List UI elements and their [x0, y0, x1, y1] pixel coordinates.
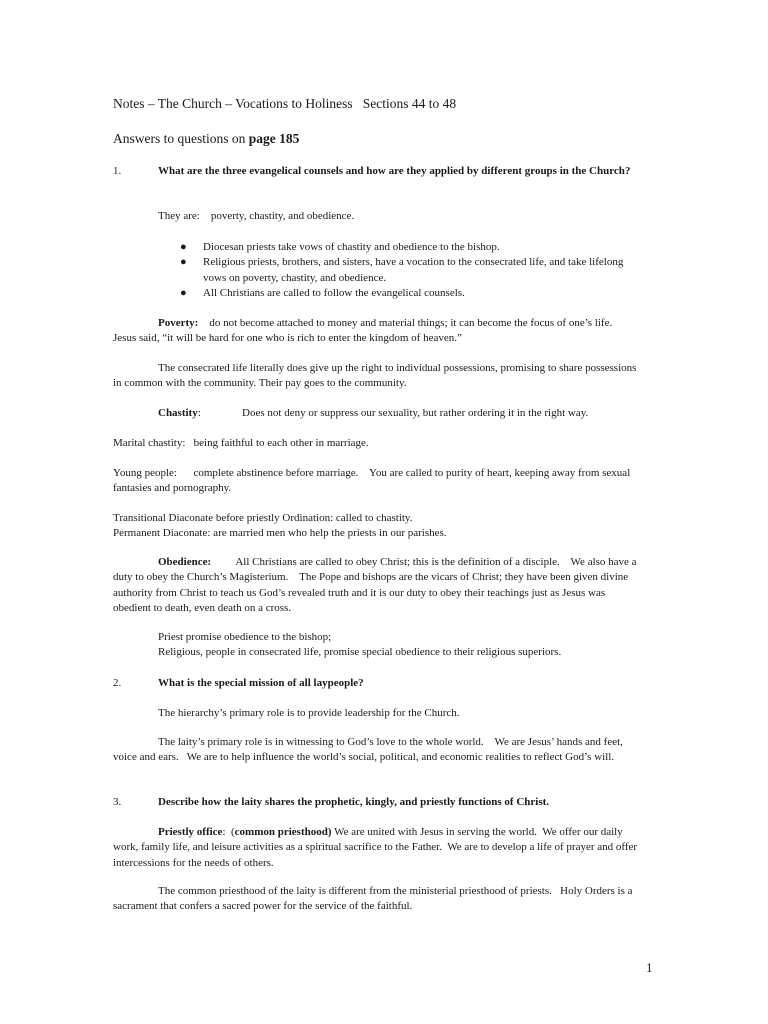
bullet-icon: ● — [180, 241, 187, 253]
bullet-icon: ● — [180, 256, 187, 269]
obedience-paragraph — [113, 555, 645, 616]
marital-chastity-line: Marital chastity: being faithful to each other in marriage. — [113, 437, 369, 449]
bullet-text: Diocesan priests take vows of chastity and obedience to the bishop. — [203, 241, 500, 253]
consecrated-paragraph: The consecrated life literally does give up the right to individual possessions, promising to share possessions in common with the community. Their pay goes to the community. — [113, 362, 637, 390]
question-2-number: 2. — [113, 677, 122, 689]
priestly-office-paragraph — [113, 825, 645, 871]
question-3-text: Describe how the laity shares the prophetic, kingly, and priestly functions of Christ. — [158, 796, 550, 808]
they-are-line: They are: poverty, chastity, and obedience. — [158, 210, 355, 222]
question-2-text: What is the special mission of all laypeople? — [158, 677, 364, 689]
priest-promise-line: Priest promise obedience to the bishop; — [158, 631, 332, 643]
religious-promise-line: Religious, people in consecrated life, promise special obedience to their religious superiors. — [158, 646, 562, 658]
priestly-colon: : ( — [222, 826, 235, 838]
question-3-number: 3. — [113, 796, 122, 808]
laity-paragraph: The laity’s primary role is in witnessing to God’s love to the whole world. We are Jesus’ hands and feet, voice and ears. We are to help influence the world’s social, political, and economic realities to reflect God’s will. — [113, 736, 626, 764]
hierarchy-paragraph: The hierarchy’s primary role is to provide leadership for the Church. — [158, 707, 460, 719]
bullet-text: Religious priests, brothers, and sisters, have a vocation to the consecrated life, and take lifelong vows on poverty, chastity, and obedience. — [203, 256, 624, 284]
counsel-bullet-list — [178, 240, 648, 301]
young-people-paragraph: Young people: complete abstinence before marriage. You are called to purity of heart, keeping away from sexual fantasies and pornography. — [113, 467, 633, 495]
page-title: Notes – The Church – Vocations to Holiness Sections 44 to 48 — [113, 96, 457, 111]
subtitle — [113, 131, 299, 147]
subtitle-page: page 185 — [248, 131, 300, 146]
question-1-text: What are the three evangelical counsels and how are they applied by different groups in the Church? — [158, 165, 631, 177]
list-item — [178, 240, 648, 255]
common-priesthood-label: common priesthood) — [234, 826, 332, 838]
priestly-office-label: Priestly office — [158, 826, 223, 838]
bullet-icon: ● — [180, 286, 187, 299]
permanent-diaconate-line: Permanent Diaconate: are married men who help the priests in our parishes. — [113, 527, 447, 539]
poverty-paragraph — [113, 316, 645, 347]
chastity-label: Chastity — [158, 407, 198, 419]
bullet-text: All Christians are called to follow the evangelical counsels. — [203, 286, 465, 299]
common-priesthood-paragraph: The common priesthood of the laity is different from the ministerial priesthood of priests. Holy Orders is a sacrament that confers a sacred power for the service of the faithful. — [113, 885, 636, 913]
obedience-label: Obedience: — [158, 556, 212, 568]
list-item — [178, 286, 648, 301]
list-item — [178, 255, 648, 286]
question-1-number: 1. — [113, 165, 122, 177]
priestly-office-text: We are united with Jesus in serving the world. We offer our daily work, family life, and leisure activities as a spiritual sacrifice to the Father. We are to develop a life of prayer and offer intercessions for the needs of others. — [113, 826, 640, 869]
chastity-text: : Does not deny or suppress our sexuality, but rather ordering it in the right way. — [197, 407, 589, 419]
poverty-label: Poverty: — [158, 317, 199, 329]
obedience-text: All Christians are called to obey Christ; this is the definition of a disciple. We also have a duty to obey the Church’s Magisterium. The Pope and bishops are the vicars of Christ; they have been given divine authority from Christ to teach us God’s revealed truth and it is our duty to obey their teachings just as Jesus was obedient to death, even death on a cross. — [113, 556, 640, 614]
subtitle-prefix: Answers to questions on — [113, 131, 249, 146]
chastity-paragraph — [113, 406, 645, 421]
poverty-text: do not become attached to money and material things; it can become the focus of one’s life. Jesus said, “it will be hard for one who is rich to enter the kingdom of heaven.” — [113, 317, 624, 345]
transitional-diaconate-line: Transitional Diaconate before priestly Ordination: called to chastity. — [113, 512, 413, 524]
page-number: 1 — [646, 960, 653, 975]
